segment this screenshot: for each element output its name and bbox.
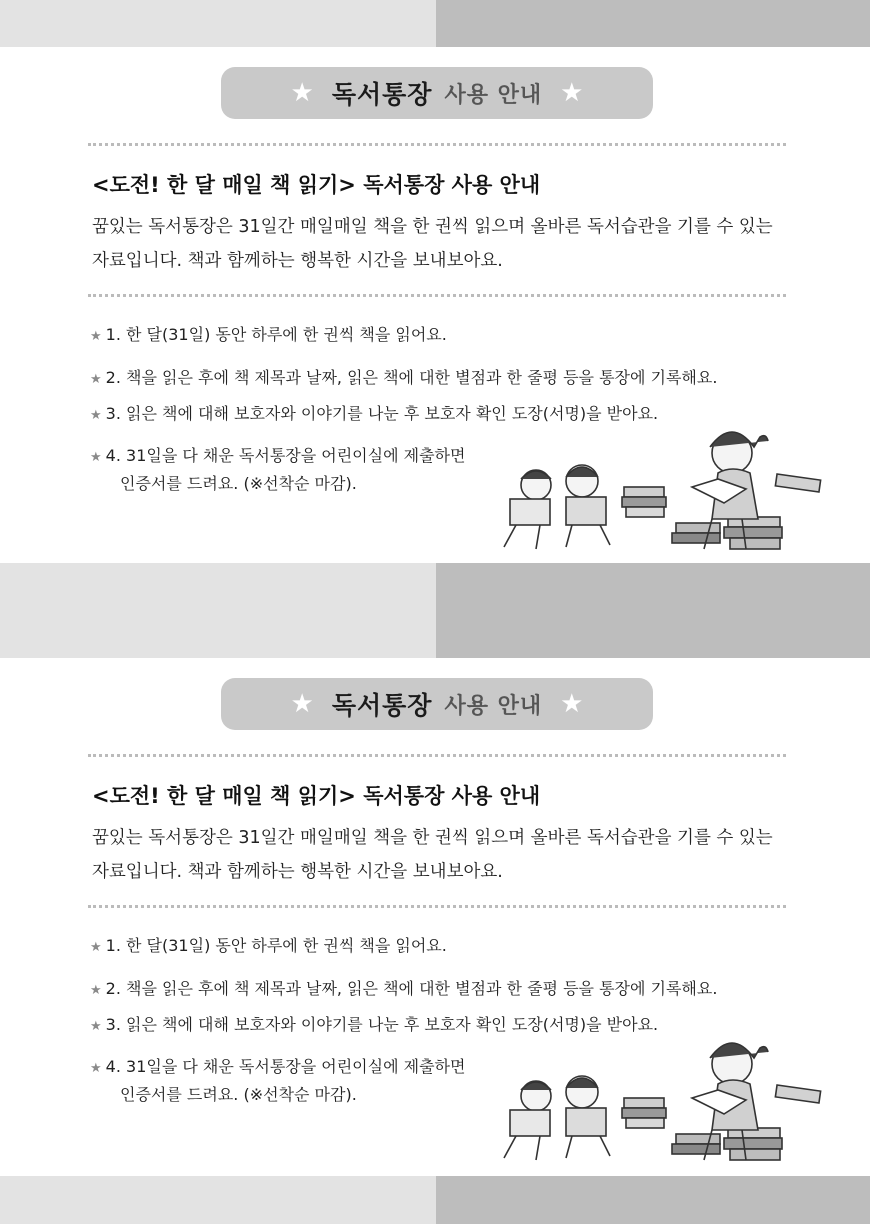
children-reading-illustration	[496, 1018, 826, 1168]
star-icon: ★	[560, 78, 584, 108]
list-item: ★ 2. 책을 읽은 후에 책 제목과 날짜, 읽은 책에 대한 별점과 한 줄평 등을 통장에 기록해요.	[90, 368, 718, 387]
intro-line-1: 꿈있는 독서통장은 31일간 매일매일 책을 한 권씩 읽으며 올바른 독서습관을 기를 수 있는	[92, 828, 773, 848]
dotted-divider	[88, 754, 786, 757]
middle-band	[0, 563, 870, 658]
bullet-star-icon: ★	[90, 940, 102, 955]
bullet-star-icon: ★	[90, 372, 102, 387]
guide-heading: <도전! 한 달 매일 책 읽기> 독서통장 사용 안내	[92, 173, 541, 197]
top-band	[0, 0, 870, 47]
intro-line-2: 자료입니다. 책과 함께하는 행복한 시간을 보내보아요.	[92, 251, 503, 271]
star-icon: ★	[560, 689, 584, 719]
guide-heading: <도전! 한 달 매일 책 읽기> 독서통장 사용 안내	[92, 784, 541, 808]
list-item: ★ 4. 31일을 다 채운 독서통장을 어린이실에 제출하면	[90, 1057, 466, 1076]
list-item-continuation: 인증서를 드려요. (※선착순 마감).	[120, 1085, 357, 1104]
bottom-band	[0, 1176, 870, 1224]
bullet-star-icon: ★	[90, 450, 102, 465]
title-pill	[221, 678, 653, 730]
list-item: ★ 1. 한 달(31일) 동안 하루에 한 권씩 책을 읽어요.	[90, 936, 447, 955]
title-strong: 독서통장	[331, 691, 433, 720]
bullet-star-icon: ★	[90, 1019, 102, 1034]
star-icon: ★	[290, 689, 314, 719]
guide-section-1	[0, 47, 870, 565]
bullet-star-icon: ★	[90, 1061, 102, 1076]
dotted-divider	[88, 905, 786, 908]
title-rest: 사용 안내	[444, 82, 543, 108]
list-item: ★ 3. 읽은 책에 대해 보호자와 이야기를 나눈 후 보호자 확인 도장(서명)을 받아요.	[90, 1015, 659, 1034]
intro-line-1: 꿈있는 독서통장은 31일간 매일매일 책을 한 권씩 읽으며 올바른 독서습관을 기를 수 있는	[92, 217, 773, 237]
children-reading-illustration	[496, 407, 826, 557]
list-item-continuation: 인증서를 드려요. (※선착순 마감).	[120, 474, 357, 493]
list-item: ★ 3. 읽은 책에 대해 보호자와 이야기를 나눈 후 보호자 확인 도장(서명)을 받아요.	[90, 404, 659, 423]
star-icon: ★	[290, 78, 314, 108]
list-item: ★ 1. 한 달(31일) 동안 하루에 한 권씩 책을 읽어요.	[90, 325, 447, 344]
title-pill	[221, 67, 653, 119]
bullet-star-icon: ★	[90, 408, 102, 423]
dotted-divider	[88, 143, 786, 146]
list-item: ★ 4. 31일을 다 채운 독서통장을 어린이실에 제출하면	[90, 446, 466, 465]
dotted-divider	[88, 294, 786, 297]
bullet-star-icon: ★	[90, 983, 102, 998]
guide-section-2	[0, 658, 870, 1176]
title-rest: 사용 안내	[444, 693, 543, 719]
bullet-star-icon: ★	[90, 329, 102, 344]
title-strong: 독서통장	[331, 80, 433, 109]
intro-line-2: 자료입니다. 책과 함께하는 행복한 시간을 보내보아요.	[92, 862, 503, 882]
list-item: ★ 2. 책을 읽은 후에 책 제목과 날짜, 읽은 책에 대한 별점과 한 줄평 등을 통장에 기록해요.	[90, 979, 718, 998]
